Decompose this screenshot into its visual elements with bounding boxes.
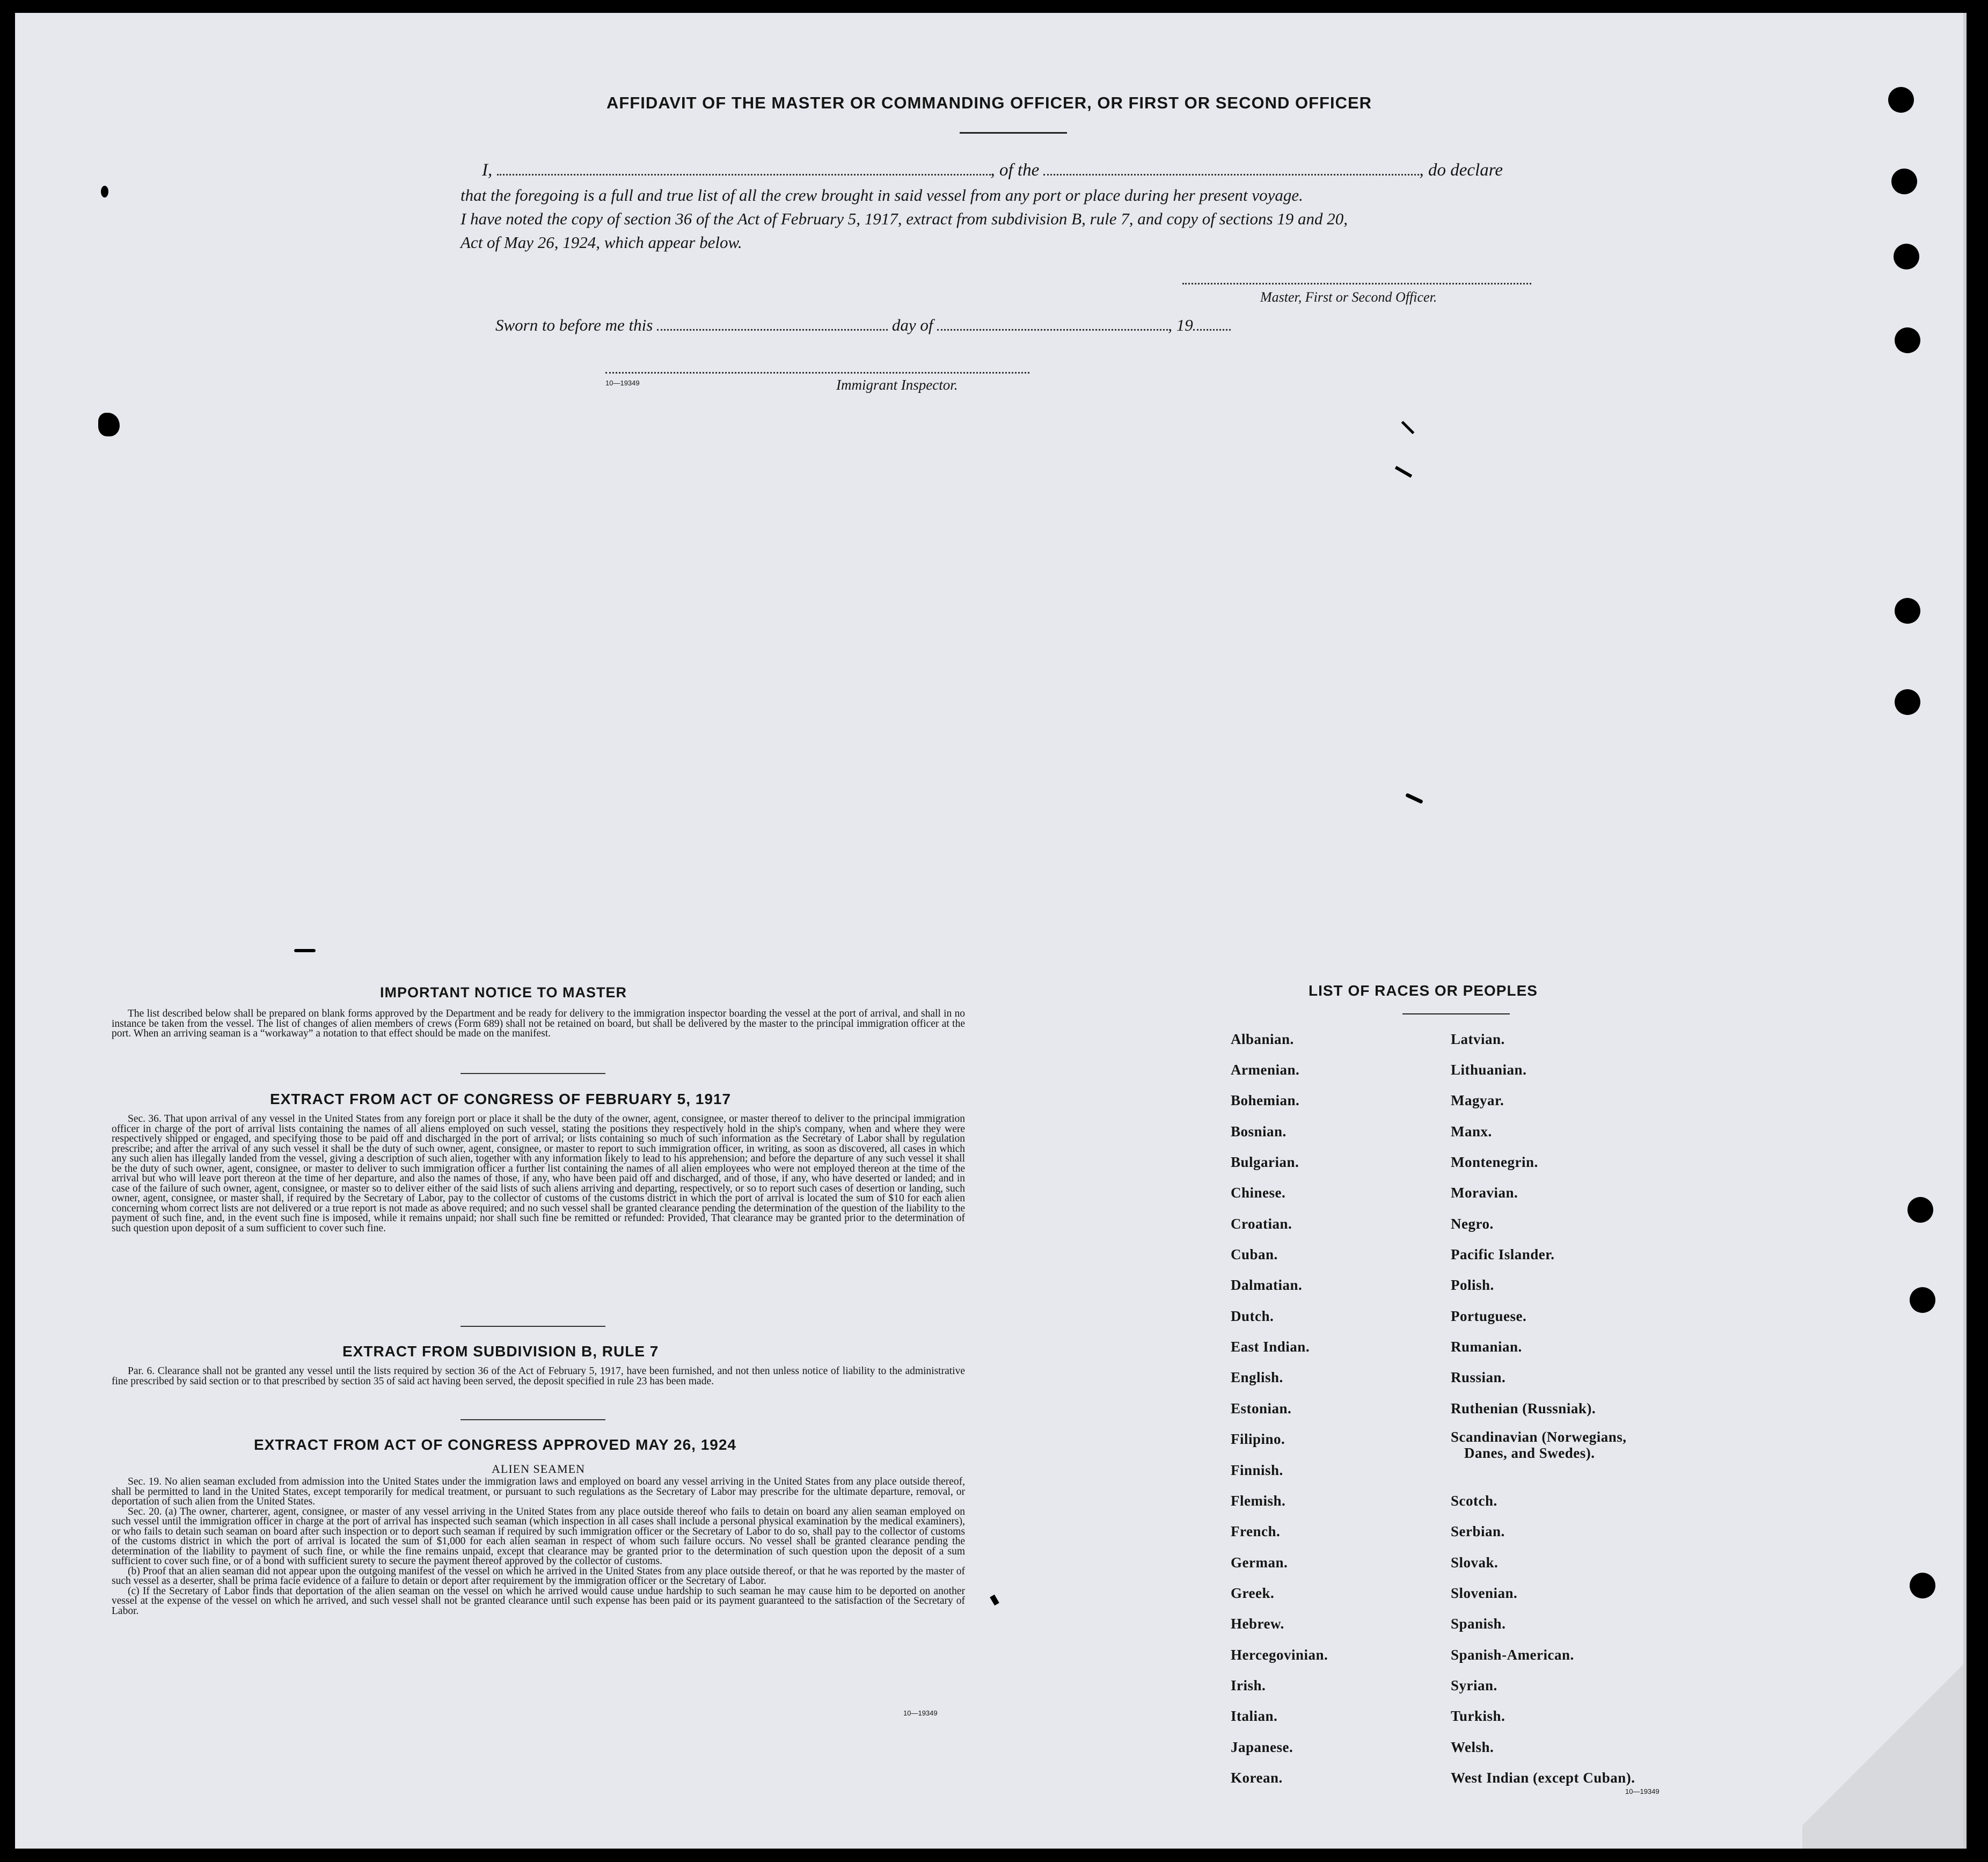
race-item: English. — [1231, 1369, 1283, 1385]
vessel-name-field[interactable] — [1043, 173, 1419, 176]
race-item: West Indian (except Cuban). — [1451, 1770, 1635, 1786]
race-item: Albanian. — [1231, 1031, 1294, 1047]
race-item: Spanish-American. — [1451, 1647, 1574, 1663]
section-36-paragraph: Sec. 36. That upon arrival of any vessel in the United States from any foreign port or place it shall be the duty of the owner, agent, consignee, or master thereof to deliver to the principal immigration officer in charge of the port of arrival lists containing the names of all aliens employed on such vessel, stating the positions they respectively hold in the ship's company, when and where they were respectively shipped or engaged, and specifying those to be paid off and discharged in the port of arrival; or lists containing so much of such information as the Secretary of Labor shall by regulation prescribe; and after the arrival of any such vessel it shall be the duty of such owner, agent, consignee, or master to report to such immigration officer, in writing, as soon as discovered, all cases in which any such alien has illegally landed from the vessel, giving a description of such alien, together with any information likely to lead to his apprehension; and before the departure of any such vessel it shall be the duty of such owner, agent, consignee, or master to deliver to such immigration officer a further list containing the names of all alien employees who were not employed thereon at the time of the arrival but who will leave port thereon at the time of her departure, and also the names of those, if any, who have been paid off and discharged, and of those, if any, who have deserted or landed; and in case of the failure of such owner, agent, consignee, or master so to deliver either of the said lists of such aliens arriving and departing, respectively, or so to report such cases of desertion or landing, such owner, agent, consignee, or master shall, if required by the Secretary of Labor, pay to the collector of customs of the customs district in which the port of arrival is located the sum of $10 for each alien concerning whom correct lists are not delivered or a true report is not made as above required; and no such vessel shall be granted clearance pending the determination of the question of the liability to the payment of such fine, and, in the event such fine is imposed, while it remains unpaid; nor shall such fine be remitted or refunded: Provided, That clearance may be granted prior to the determination of such question upon deposit of a sum sufficient to cover such fine. — [112, 1113, 965, 1234]
race-item: Welsh. — [1451, 1739, 1494, 1755]
ink-speck — [1401, 421, 1415, 434]
race-item: Greek. — [1231, 1585, 1275, 1601]
extract-rule7-title: EXTRACT FROM SUBDIVISION B, RULE 7 — [342, 1343, 659, 1360]
race-item: German. — [1231, 1554, 1288, 1571]
do-declare-label: , do declare — [1419, 160, 1503, 180]
section-divider — [461, 1326, 605, 1327]
section-divider — [461, 1073, 605, 1074]
race-item: Bohemian. — [1231, 1092, 1300, 1108]
punch-hole — [1894, 244, 1919, 269]
ink-speck — [1405, 793, 1423, 804]
race-item: Ruthenian (Russniak). — [1451, 1400, 1596, 1416]
sworn-day-field[interactable] — [657, 328, 888, 331]
section-20c-paragraph: (c) If the Secretary of Labor finds that deportation of the alien seaman on the vessel on which he arrived would cause undue hardship to such seaman he may cause him to be deported on another vessel at the expense of the vessel on which he arrived, and such vessel shall not be granted clearance until such expense has been paid or its payment guaranteed to the satisfaction of the Secretary of Labor. — [112, 1585, 965, 1617]
year-label: , 19 — [1168, 316, 1193, 334]
affidavit-text-line-3: Act of May 26, 1924, which appear below. — [461, 233, 742, 252]
race-item: Scandinavian (Norwegians, — [1451, 1429, 1627, 1445]
master-signature-label: Master, First or Second Officer. — [1260, 289, 1437, 305]
race-item: Croatian. — [1231, 1216, 1292, 1232]
race-item: Dalmatian. — [1231, 1277, 1303, 1293]
race-item: Irish. — [1231, 1677, 1266, 1693]
race-item: Slovak. — [1451, 1554, 1499, 1571]
race-item: French. — [1231, 1523, 1281, 1539]
extract-1917-body — [112, 1114, 965, 1233]
section-20b-paragraph: (b) Proof that an alien seaman did not appear upon the outgoing manifest of the vessel on which he arrived in the United States from any place outside thereof, or that he was reported by the master of such vessel as a deserter, shall be prima facie evidence of a failure to detain or deport after requirement by the immigration officer or the Secretary of Labor. — [112, 1565, 965, 1587]
race-item: Portuguese. — [1451, 1308, 1527, 1324]
notice-paragraph: The list described below shall be prepared on blank forms approved by the Department and be ready for delivery to the immigration inspector boarding the vessel at the port of arrival, and shall in no instance be taken from the vessel. The list of changes of alien members of crews (Form 689) shall not be retained on board, but shall be delivered by the master to the principal immigration officer at the port. When an arriving seaman is a “workaway” a notation to that effect should be made on the manifest. — [112, 1008, 965, 1039]
race-item: East Indian. — [1231, 1339, 1310, 1355]
punch-hole — [1895, 598, 1920, 624]
ink-speck — [294, 949, 316, 952]
affidavit-text-line-2: I have noted the copy of section 36 of the Act of February 5, 1917, extract from subdivision B, rule 7, and copy of sections 19 and 20, — [461, 209, 1348, 228]
ink-blot — [98, 413, 120, 436]
race-item: Bulgarian. — [1231, 1154, 1299, 1170]
section-19-paragraph: Sec. 19. No alien seaman excluded from admission into the United States under the immigration laws and employed on board any vessel arriving in the United States from any place outside thereof, shall be permitted to land in the United States, except temporarily for medical treatment, or pursuant to such regulations as the Secretary of Labor may prescribe for the ultimate departure, removal, or deportation of such alien from the United States. — [112, 1476, 965, 1507]
punch-hole — [1910, 1287, 1935, 1313]
i-label: I, — [482, 160, 493, 180]
race-item: Scotch. — [1451, 1493, 1497, 1509]
race-item: Montenegrin. — [1451, 1154, 1538, 1170]
race-item: Italian. — [1231, 1708, 1278, 1724]
sworn-year-field[interactable] — [1193, 328, 1231, 331]
race-item: Danes, and Swedes). — [1464, 1445, 1595, 1461]
paragraph-6: Par. 6. Clearance shall not be granted any vessel until the lists required by section 36 of the Act of February 5, 1917, have been furnished, and not then unless notice of liability to the administrative fine prescribed by said section or to that prescribed by section 35 of said act having been served, the deposit specified in rule 23 has been made. — [112, 1366, 965, 1387]
affidavit-text-line-1: that the foregoing is a full and true list of all the crew brought in said vessel from any port or place during her present voyage. — [461, 186, 1303, 205]
race-item: Turkish. — [1451, 1708, 1505, 1724]
ink-speck — [1395, 466, 1412, 478]
section-20a-paragraph: Sec. 20. (a) The owner, charterer, agent, consignee, or master of any vessel arriving in the United States from any place outside thereof who fails to detain on board any alien seaman employed on such vessel until the immigration officer in charge at the port of arrival has inspected such seaman (which inspection in all cases shall include a personal physical examination by the medical examiners), or who fails to detain such seaman on board after such inspection or to deport such seaman if required by such immigration officer or the Secretary of Labor to do so, shall pay to the collector of customs of the customs district in which the port of arrival is located the sum of $1,000 for each alien seaman in respect of whom such failure occurs. No vessel shall be granted clearance pending the determination of the liability to payment of such fine, or while the fine remains unpaid, except that clearance may be granted prior to the determination of such question upon the deposit of a sum sufficient to cover such fine, or of a bond with sufficient surety to secure the payment thereof approved by the collector of customs. — [112, 1506, 965, 1567]
race-item: Flemish. — [1231, 1493, 1286, 1509]
race-item: Cuban. — [1231, 1246, 1278, 1262]
notice-body — [112, 1009, 965, 1039]
title-divider — [960, 132, 1067, 134]
extract-rule7-body — [112, 1367, 965, 1386]
race-item: Chinese. — [1231, 1185, 1286, 1201]
race-item: Syrian. — [1451, 1677, 1497, 1693]
section-divider — [461, 1419, 605, 1420]
form-number: 10—19349 — [605, 379, 640, 387]
extract-1924-body — [112, 1477, 965, 1616]
race-item: Spanish. — [1451, 1616, 1506, 1632]
punch-hole — [1888, 87, 1914, 113]
officer-name-field[interactable] — [497, 173, 991, 176]
race-item: Moravian. — [1451, 1185, 1518, 1201]
race-item: Korean. — [1231, 1770, 1283, 1786]
race-item: Estonian. — [1231, 1400, 1292, 1416]
race-item: Finnish. — [1231, 1462, 1283, 1478]
day-of-label: day of — [891, 316, 933, 334]
races-title: LIST OF RACES OR PEOPLES — [1309, 982, 1538, 999]
race-item: Manx. — [1451, 1123, 1492, 1140]
punch-hole — [1891, 169, 1917, 194]
alien-seamen-subtitle: ALIEN SEAMEN — [492, 1462, 585, 1476]
manifest-back-page — [15, 13, 1967, 1849]
race-item: Lithuanian. — [1451, 1062, 1527, 1078]
form-number: 10—19349 — [1625, 1787, 1660, 1795]
race-item: Dutch. — [1231, 1308, 1274, 1324]
race-item: Armenian. — [1231, 1062, 1300, 1078]
race-item: Japanese. — [1231, 1739, 1293, 1755]
ink-speck — [990, 1595, 999, 1606]
race-item: Bosnian. — [1231, 1123, 1287, 1140]
of-the-label: , of the — [990, 160, 1040, 180]
race-item: Russian. — [1451, 1369, 1506, 1385]
extract-1924-title: EXTRACT FROM ACT OF CONGRESS APPROVED MAY 26, 1924 — [254, 1436, 736, 1453]
punch-hole — [1907, 1197, 1933, 1223]
race-item: Slovenian. — [1451, 1585, 1518, 1601]
race-item: Pacific Islander. — [1451, 1246, 1555, 1262]
race-item: Filipino. — [1231, 1431, 1285, 1447]
master-signature-field[interactable] — [1182, 282, 1531, 284]
sworn-line — [495, 316, 1231, 335]
race-item: Hebrew. — [1231, 1616, 1284, 1632]
race-item: Rumanian. — [1451, 1339, 1522, 1355]
sworn-label: Sworn to before me this — [495, 316, 653, 334]
race-item: Polish. — [1451, 1277, 1494, 1293]
ink-speck — [101, 186, 108, 198]
race-item: Latvian. — [1451, 1031, 1505, 1047]
inspector-label: Immigrant Inspector. — [836, 377, 958, 393]
punch-hole — [1910, 1573, 1935, 1598]
races-divider — [1402, 1013, 1510, 1014]
race-item: Serbian. — [1451, 1523, 1505, 1539]
race-item: Magyar. — [1451, 1092, 1504, 1108]
folded-corner — [1802, 1655, 1963, 1849]
affidavit-title: AFFIDAVIT OF THE MASTER OR COMMANDING OFFICER, OR FIRST OR SECOND OFFICER — [606, 93, 1372, 112]
punch-hole — [1895, 327, 1920, 353]
sworn-month-field[interactable] — [937, 328, 1168, 331]
punch-hole — [1895, 689, 1920, 715]
race-item: Hercegovinian. — [1231, 1647, 1328, 1663]
extract-1917-title: EXTRACT FROM ACT OF CONGRESS OF FEBRUARY 5, 1917 — [270, 1091, 732, 1107]
notice-title: IMPORTANT NOTICE TO MASTER — [380, 984, 627, 1001]
declaration-line — [482, 160, 1503, 180]
race-item: Negro. — [1451, 1216, 1494, 1232]
inspector-signature-field[interactable] — [605, 371, 1029, 374]
form-number: 10—19349 — [903, 1709, 938, 1717]
